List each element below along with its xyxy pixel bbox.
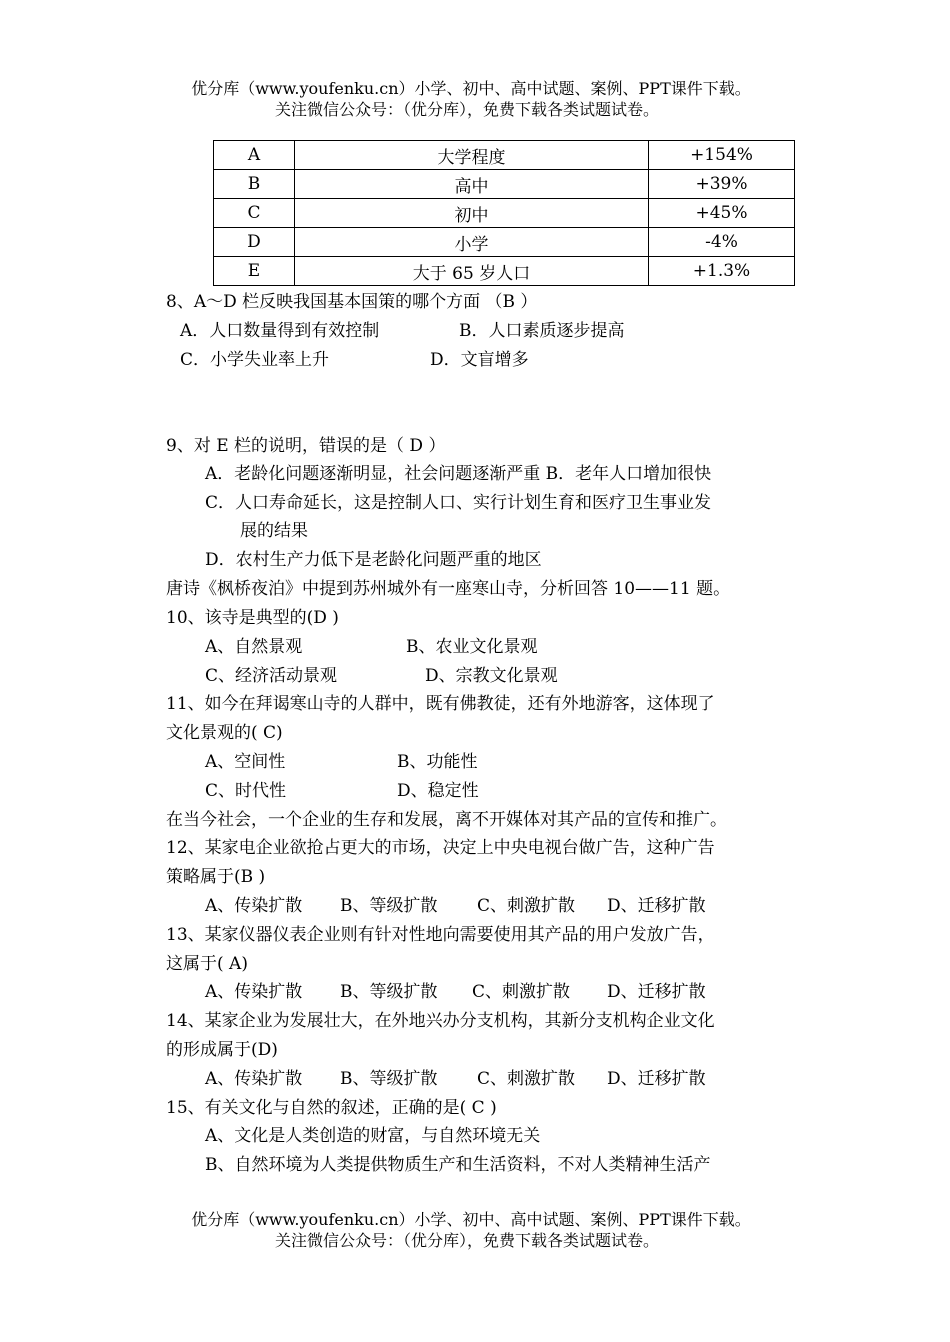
q8-option-b: B．人口素质逐步提高 xyxy=(459,321,625,341)
q11-option-d: D、稳定性 xyxy=(397,781,479,801)
q12-stem-cont: 策略属于(B ) xyxy=(166,867,266,887)
page-header xyxy=(0,78,950,120)
q9-option-c-cont: 展的结果 xyxy=(240,521,308,541)
q10-option-c: C、经济活动景观 xyxy=(205,666,338,686)
footer-line-2: 关注微信公众号：（优分库），免费下载各类试题试卷。 xyxy=(274,1231,659,1250)
q9-option-c: C．人口寿命延长，这是控制人口、实行计划生育和医疗卫生事业发 xyxy=(205,493,712,513)
header-line-2: 关注微信公众号：（优分库），免费下载各类试题试卷。 xyxy=(274,100,659,119)
q11-option-b: B、功能性 xyxy=(397,752,478,772)
q13-stem: 13、某家仪器仪表企业则有针对性地向需要使用其产品的用户发放广告， xyxy=(166,925,715,945)
q15-stem: 15、有关文化与自然的叙述，正确的是( C ) xyxy=(166,1098,497,1118)
table-cell: 大学程度 xyxy=(295,141,649,170)
table-cell: B xyxy=(214,170,295,199)
table-cell: +45% xyxy=(649,199,795,228)
q10-stem: 10、该寺是典型的(D ) xyxy=(166,608,339,628)
intro-12-14: 在当今社会，一个企业的生存和发展，离不开媒体对其产品的宣传和推广。 xyxy=(166,810,727,830)
q8-option-a: A．人口数量得到有效控制 xyxy=(180,321,380,341)
q14-option-c: C、刺激扩散 xyxy=(477,1069,576,1089)
q11-stem-cont: 文化景观的( C) xyxy=(166,723,283,743)
q13-option-b: B、等级扩散 xyxy=(340,982,438,1002)
q11-option-c: C、时代性 xyxy=(205,781,287,801)
table-cell: +1.3% xyxy=(649,257,795,286)
table-row xyxy=(214,228,795,257)
q12-option-c: C、刺激扩散 xyxy=(477,896,576,916)
table-cell: C xyxy=(214,199,295,228)
q9-stem: 9、对 E 栏的说明，错误的是（ D ） xyxy=(166,436,446,456)
q12-stem: 12、某家电企业欲抢占更大的市场，决定上中央电视台做广告，这种广告 xyxy=(166,838,715,858)
q13-option-d: D、迁移扩散 xyxy=(607,982,706,1002)
table-row xyxy=(214,199,795,228)
footer-line-1: 优分库（www.youfenku.cn）小学、初中、高中试题、案例、PPT课件下载。 xyxy=(191,1210,751,1229)
q8-option-d: D．文盲增多 xyxy=(430,350,529,370)
table-cell: A xyxy=(214,141,295,170)
q12-option-d: D、迁移扩散 xyxy=(607,896,706,916)
q14-stem: 14、某家企业为发展壮大，在外地兴办分支机构，其新分支机构企业文化 xyxy=(166,1011,715,1031)
q11-stem: 11、如今在拜谒寒山寺的人群中，既有佛教徒，还有外地游客，这体现了 xyxy=(166,694,715,714)
q10-option-d: D、宗教文化景观 xyxy=(425,666,558,686)
header-line-1: 优分库（www.youfenku.cn）小学、初中、高中试题、案例、PPT课件下载。 xyxy=(191,79,751,98)
q8-option-c: C．小学失业率上升 xyxy=(180,350,330,370)
q13-option-a: A、传染扩散 xyxy=(205,982,303,1002)
q14-stem-cont: 的形成属于(D) xyxy=(166,1040,278,1060)
q9-option-d: D．农村生产力低下是老龄化问题严重的地区 xyxy=(205,550,542,570)
table-row xyxy=(214,257,795,286)
q15-option-b: B、自然环境为人类提供物质生产和生活资料，不对人类精神生活产 xyxy=(205,1155,711,1175)
q13-stem-cont: 这属于( A) xyxy=(166,954,248,974)
q14-option-d: D、迁移扩散 xyxy=(607,1069,706,1089)
table-row xyxy=(214,141,795,170)
table-cell: -4% xyxy=(649,228,795,257)
q14-option-b: B、等级扩散 xyxy=(340,1069,438,1089)
q10-option-b: B、农业文化景观 xyxy=(406,637,538,657)
page-footer xyxy=(0,1209,950,1251)
table-cell: D xyxy=(214,228,295,257)
q14-option-a: A、传染扩散 xyxy=(205,1069,303,1089)
table-cell: 初中 xyxy=(295,199,649,228)
q10-option-a: A、自然景观 xyxy=(205,637,303,657)
q12-option-b: B、等级扩散 xyxy=(340,896,438,916)
q11-option-a: A、空间性 xyxy=(205,752,286,772)
q12-option-a: A、传染扩散 xyxy=(205,896,303,916)
q13-option-c: C、刺激扩散 xyxy=(472,982,571,1002)
intro-10-11: 唐诗《枫桥夜泊》中提到苏州城外有一座寒山寺，分析回答 10——11 题。 xyxy=(166,579,731,599)
table-cell: +39% xyxy=(649,170,795,199)
table-cell: +154% xyxy=(649,141,795,170)
table-cell: 小学 xyxy=(295,228,649,257)
q15-option-a: A、文化是人类创造的财富，与自然环境无关 xyxy=(205,1126,541,1146)
table-cell: E xyxy=(214,257,295,286)
table-cell: 高中 xyxy=(295,170,649,199)
q8-stem: 8、A～D 栏反映我国基本国策的哪个方面 （B ） xyxy=(166,292,538,312)
education-change-table xyxy=(213,140,795,286)
q9-option-ab: A．老龄化问题逐渐明显，社会问题逐渐严重 B．老年人口增加很快 xyxy=(205,464,712,484)
table-row xyxy=(214,170,795,199)
table-cell: 大于 65 岁人口 xyxy=(295,257,649,286)
